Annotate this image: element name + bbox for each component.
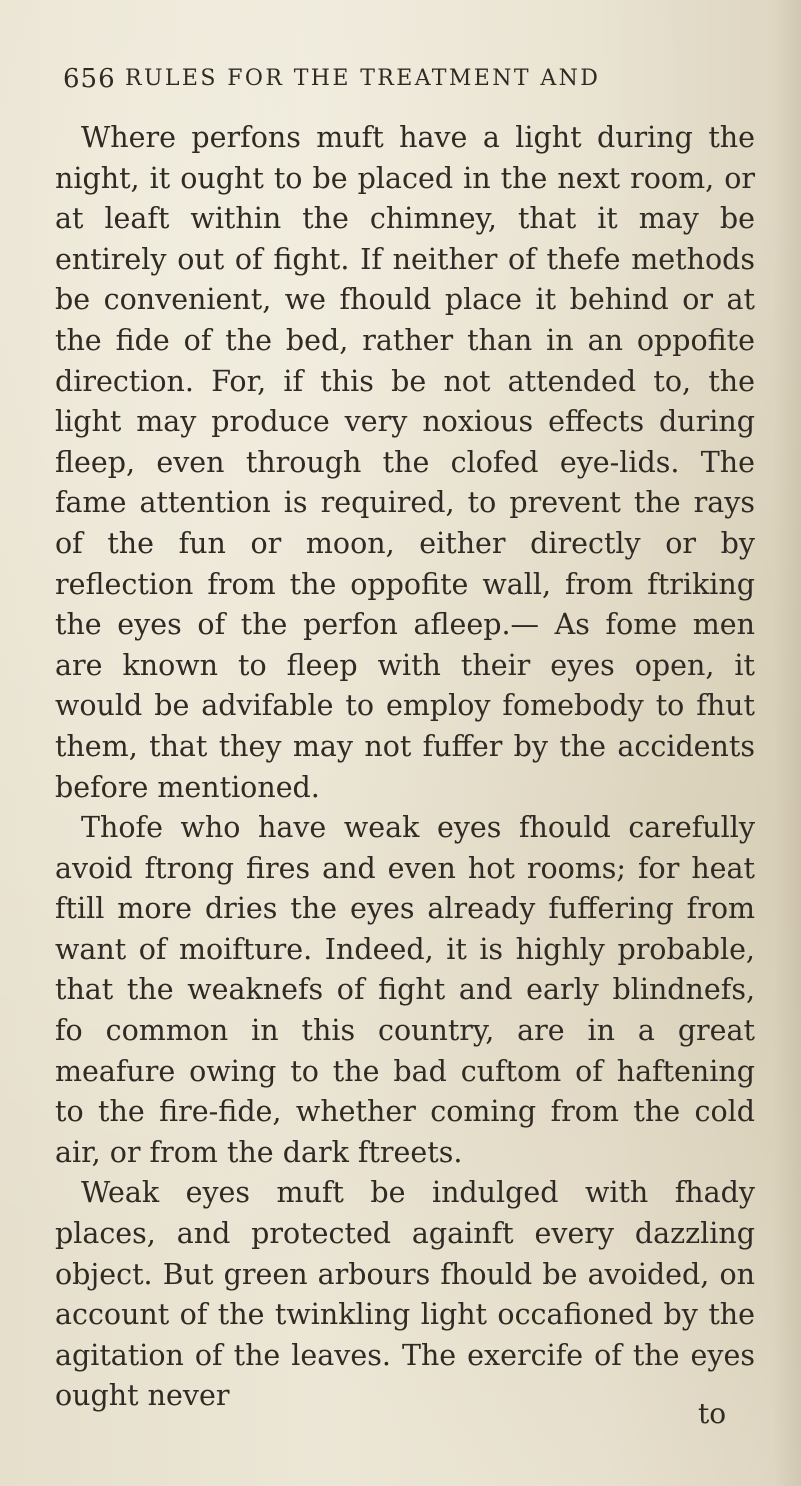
page-number: 656: [63, 64, 116, 94]
body-text: [55, 118, 755, 1417]
paragraph-3: Weak eyes muft be indulged with fhady places, and protected againft every dazzling object. But green arbours fhould be avoided, on account of the twinkling light occafioned by the agitation of the leaves. The exercife of the eyes ought never: [55, 1176, 755, 1413]
paragraph-2: Thofe who have weak eyes fhould carefully avoid ftrong fires and even hot rooms; for heat ftill more dries the eyes already fuffering from want of moifture. Indeed, it is highly probable, that the weaknefs of fight and early blindnefs, fo common in this country, are in a great meafure owing to the bad cuftom of haftening to the fire-fide, whether coming from the cold air, or from the dark ftreets.: [55, 811, 755, 1169]
page-header: [63, 60, 743, 100]
paragraph-1: Where perfons muft have a light during the night, it ought to be placed in the next room, or at leaft within the chimney, that it may be entirely out of fight. If neither of thefe methods be convenient, we fhould place it behind or at the fide of the bed, rather than in an oppofite direction. For, if this be not attended to, the light may produce very noxious effects during fleep, even through the clofed eye-lids. The fame attention is required, to prevent the rays of the fun or moon, either directly or by reflection from the oppofite wall, from ftriking the eyes of the perfon afleep.— As fome men are known to fleep with their eyes open, it would be advifable to employ fomebody to fhut them, that they may not fuffer by the accidents before mentioned.: [55, 121, 755, 804]
catchword: to: [698, 1397, 727, 1430]
page-edge-shadow: [773, 0, 801, 1486]
running-title: RULES FOR THE TREATMENT AND: [125, 66, 601, 91]
